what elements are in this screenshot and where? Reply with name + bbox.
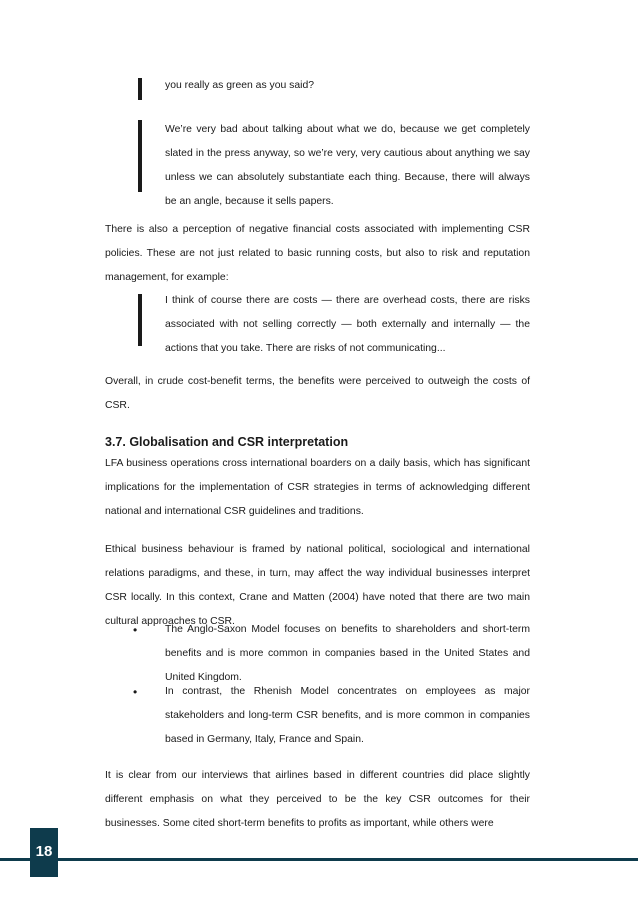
quote-2: We’re very bad about talking about what we do, because we get completely slated in the press anyway, so we’re very, very cautious about anything we say unless we can absolutely substantiate each thing. Because, there will always be an angle, because it sells papers. <box>165 124 530 207</box>
paragraph-lfa: LFA business operations cross international boarders on a daily basis, which has significant implications for the implementation of CSR strategies in terms of acknowledging different national and international CSR guidelines and traditions. <box>105 458 530 517</box>
page-number-text: 18 <box>35 842 53 860</box>
quote-1: you really as green as you said? <box>165 80 315 91</box>
section-heading: 3.7. Globalisation and CSR interpretation <box>105 435 349 449</box>
quote-3: I think of course there are costs — there are overhead costs, there are risks associated with not selling correctly — both externally and internally — the actions that you take. There are risks of not communicating... <box>165 295 530 354</box>
paragraph-ethical: Ethical business behaviour is framed by national political, sociological and international relations paradigms, and these, in turn, may affect the way individual businesses interpret CSR locally. In this context, Crane and Matten (2004) have noted that there are two main cultural approaches to CSR. <box>105 544 530 627</box>
bullet-item: The Anglo-Saxon Model focuses on benefits to shareholders and short-term benefits and is more common in companies based in the United States and United Kingdom. <box>165 624 530 683</box>
quote-bar <box>138 78 142 100</box>
page-number <box>30 828 58 874</box>
bullet-marker: • <box>133 623 138 637</box>
footer-rule <box>0 858 638 861</box>
paragraph-interviews: It is clear from our interviews that airlines based in different countries did place slightly different emphasis on what they perceived to be the key CSR outcomes for their businesses. Some cited short-term benefits to profits as important, while others were <box>105 770 530 829</box>
quote-bar <box>138 120 142 192</box>
bullet-marker: • <box>133 685 138 699</box>
page-number-underline <box>30 874 58 877</box>
bullet-item: In contrast, the Rhenish Model concentrates on employees as major stakeholders and long-term CSR benefits, and is more common in companies based in Germany, Italy, France and Spain. <box>165 686 530 745</box>
paragraph-overall: Overall, in crude cost-benefit terms, the benefits were perceived to outweigh the costs of CSR. <box>105 376 530 411</box>
quote-bar <box>138 294 142 346</box>
paragraph-costs: There is also a perception of negative financial costs associated with implementing CSR policies. These are not just related to basic running costs, but also to risk and reputation management, for example: <box>105 224 530 283</box>
